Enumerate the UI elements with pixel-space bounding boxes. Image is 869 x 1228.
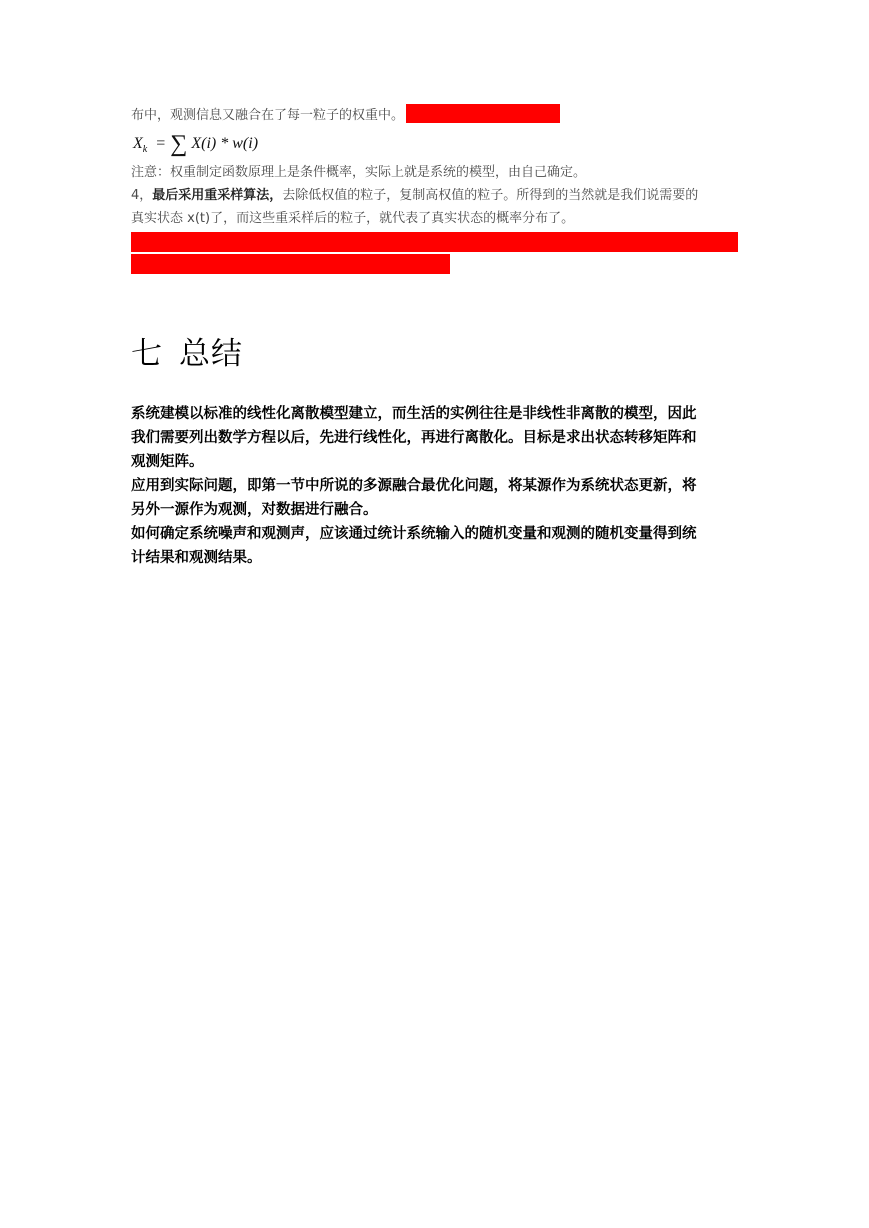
formula-term-w: w(i) [232, 135, 259, 152]
summary-line: 计结果和观测结果。 [131, 550, 262, 566]
summary-line: 系统建模以标准的线性化离散模型建立，而生活的实例往往是非线性非离散的模型，因此 [131, 406, 697, 422]
step4-rest: 去除低权值的粒子，复制高权值的粒子。所得到的当然就是我们说需要的 [282, 188, 699, 203]
paragraph-text: 布中，观测信息又融合在了每一粒子的权重中。 [131, 108, 405, 123]
summary-line: 应用到实际问题，即第一节中所说的多源融合最优化问题，将某源作为系统状态更新，将 [131, 478, 697, 494]
redacted-bar-line1 [131, 232, 738, 252]
section-heading [131, 334, 738, 374]
formula-multiply: * [220, 135, 229, 152]
redacted-highlight [406, 104, 560, 123]
state-estimate-formula [133, 127, 738, 161]
summary-paragraph [131, 402, 738, 570]
summary-line: 观测矩阵。 [131, 454, 204, 470]
step4-line2: 真实状态 x(t)了，而这些重采样后的粒子，就代表了真实状态的概率分布了。 [131, 211, 575, 226]
formula-lhs: X [133, 135, 143, 152]
section-number: 七 [131, 336, 163, 372]
redacted-bar-line2 [131, 254, 450, 274]
paragraph-particle-weights [131, 104, 738, 127]
summary-line: 我们需要列出数学方程以后，先进行线性化，再进行离散化。目标是求出状态转移矩阵和 [131, 430, 697, 446]
note-paragraph: 注意：权重制定函数原理上是条件概率，实际上就是系统的模型，由自己确定。 [131, 165, 587, 180]
document-content [131, 104, 738, 570]
step4-prefix: 4， [131, 188, 153, 203]
step4-line1 [131, 184, 738, 207]
summary-line: 如何确定系统噪声和观测声，应该通过统计系统输入的随机变量和观测的随机变量得到统 [131, 526, 697, 542]
formula-sum-symbol: ∑ [170, 131, 188, 157]
formula-lhs-subscript: k [142, 144, 148, 155]
step4-bold-text: 最后采用重采样算法， [152, 188, 283, 203]
formula-term-x: X(i) [191, 135, 217, 152]
redacted-block [131, 232, 738, 280]
summary-line: 另外一源作为观测，对数据进行融合。 [131, 502, 378, 518]
formula-equals: = [156, 135, 166, 152]
section-title: 总结 [179, 336, 243, 372]
